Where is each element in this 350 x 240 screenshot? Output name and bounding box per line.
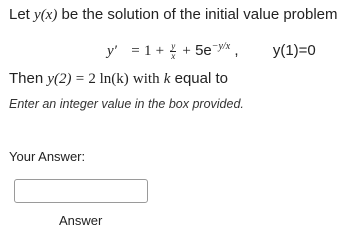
intro-function: y(x): [34, 7, 58, 23]
equation-plus-1: +: [155, 43, 165, 59]
result-statement: [9, 70, 228, 88]
initial-condition: y(1)=0: [272, 42, 316, 59]
intro-prefix: Let: [9, 6, 35, 23]
then-with: with: [132, 71, 160, 87]
intro-suffix: be the solution of the initial value problem: [57, 6, 338, 23]
fraction-numerator: y: [171, 40, 176, 51]
then-value: 2 ln(k): [88, 71, 129, 87]
equation-equals: =: [131, 43, 140, 59]
answer-caption: Answer: [59, 213, 103, 228]
equation-exp-coefficient: 5e: [195, 42, 212, 59]
equation-one: 1: [143, 43, 152, 59]
answer-input[interactable]: [14, 179, 148, 203]
equation-exponent: −y/x: [211, 41, 231, 52]
then-suffix: equal to: [174, 70, 228, 87]
equation-comma: ,: [234, 42, 239, 59]
then-equals: =: [75, 71, 85, 87]
equation-plus-2: +: [182, 43, 191, 59]
equation-fraction: [170, 42, 176, 61]
differential-equation: [107, 38, 316, 61]
then-variable: k: [163, 71, 171, 87]
problem-intro: [9, 6, 338, 24]
then-expression: y(2): [47, 71, 72, 87]
instruction-text: Enter an integer value in the box provided.: [9, 97, 244, 111]
your-answer-label: Your Answer:: [9, 149, 86, 164]
equation-lhs: y′: [107, 43, 117, 59]
then-prefix: Then: [9, 70, 48, 87]
fraction-denominator: x: [171, 50, 176, 61]
